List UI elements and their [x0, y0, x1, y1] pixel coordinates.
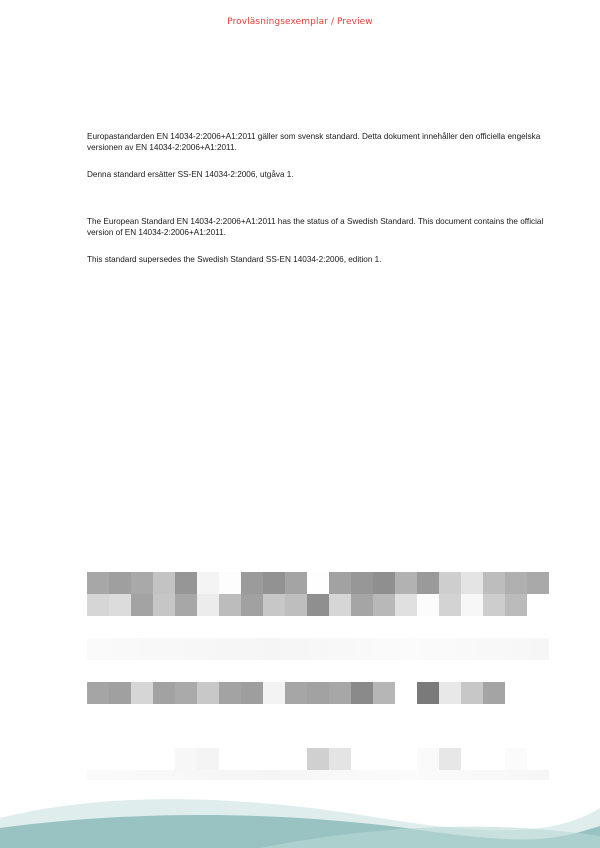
pixel-block [285, 594, 307, 616]
swedish-supersedes-text: Denna standard ersätter SS-EN 14034-2:2006, utgåva 1. [87, 170, 294, 179]
pixel-block [483, 682, 505, 704]
english-status-text: The European Standard EN 14034-2:2006+A1:2011 has the status of a Swedish Standard. This document contains the official version of EN 14034-2:2006+A1:2011. [87, 217, 544, 237]
swedish-status-text: Europastandarden EN 14034-2:2006+A1:2011 gäller som svensk standard. Detta dokument innehåller den officiella engelska versionen av EN 14034-2:2006+A1:2011. [87, 132, 541, 152]
pixel-block [505, 572, 527, 594]
pixel-block [197, 682, 219, 704]
pixel-block [527, 572, 549, 594]
pixel-block [219, 748, 241, 770]
pixel-block [109, 682, 131, 704]
pixel-block [307, 594, 329, 616]
pixel-block [395, 594, 417, 616]
pixel-block [87, 682, 109, 704]
pixel-block [285, 748, 307, 770]
pixel-block [153, 594, 175, 616]
pixel-block [351, 682, 373, 704]
pixel-block [263, 594, 285, 616]
swedish-supersedes-paragraph [87, 169, 562, 180]
pixel-block [87, 572, 109, 594]
pixel-block [197, 572, 219, 594]
pixel-block [219, 572, 241, 594]
pixel-block [175, 682, 197, 704]
pixel-block [373, 682, 395, 704]
pixel-block [417, 594, 439, 616]
pixel-block [131, 682, 153, 704]
pixel-block [175, 594, 197, 616]
pixel-block [329, 748, 351, 770]
pixelated-text-row [87, 572, 549, 594]
pixel-block [131, 572, 153, 594]
pixel-block [527, 594, 549, 616]
pixelated-faint-band [87, 638, 549, 660]
pixel-block [505, 748, 527, 770]
pixel-block [527, 748, 549, 770]
pixel-block [483, 748, 505, 770]
pixel-block [461, 748, 483, 770]
pixelated-text-row [87, 748, 549, 770]
pixel-block [153, 748, 175, 770]
pixel-block [395, 748, 417, 770]
pixel-block [131, 594, 153, 616]
swedish-status-paragraph [87, 131, 562, 153]
pixel-block [307, 748, 329, 770]
pixel-block [263, 748, 285, 770]
pixel-block [483, 572, 505, 594]
pixel-block [153, 682, 175, 704]
pixel-block [461, 682, 483, 704]
pixel-block [461, 594, 483, 616]
pixel-block [153, 572, 175, 594]
pixel-block [307, 682, 329, 704]
pixel-block [109, 594, 131, 616]
pixel-block [241, 572, 263, 594]
pixel-block [197, 594, 219, 616]
pixel-block [219, 682, 241, 704]
pixel-block [351, 572, 373, 594]
pixel-block [373, 594, 395, 616]
pixel-block [439, 572, 461, 594]
pixel-block [197, 748, 219, 770]
pixel-block [417, 748, 439, 770]
english-supersedes-paragraph [87, 254, 562, 265]
pixel-block [439, 594, 461, 616]
pixel-block [329, 682, 351, 704]
pixel-block [131, 748, 153, 770]
pixel-block [395, 682, 417, 704]
pixel-block [285, 682, 307, 704]
pixel-block [219, 594, 241, 616]
pixel-block [483, 594, 505, 616]
english-status-paragraph [87, 216, 562, 238]
pixel-block [241, 594, 263, 616]
pixel-block [241, 682, 263, 704]
pixel-block [417, 572, 439, 594]
decorative-wave-footer [0, 788, 600, 848]
pixel-block [263, 682, 285, 704]
pixelated-text-row [87, 682, 505, 704]
preview-watermark: Provläsningsexemplar / Preview [227, 17, 373, 27]
pixel-block [417, 682, 439, 704]
pixel-block [329, 572, 351, 594]
pixel-block [263, 572, 285, 594]
pixel-block [175, 748, 197, 770]
pixel-block [373, 748, 395, 770]
pixel-block [241, 748, 263, 770]
pixel-block [505, 594, 527, 616]
pixel-block [175, 572, 197, 594]
pixelated-text-row [87, 594, 549, 616]
pixel-block [87, 594, 109, 616]
pixel-block [285, 572, 307, 594]
pixel-block [109, 572, 131, 594]
english-supersedes-text: This standard supersedes the Swedish Standard SS-EN 14034-2:2006, edition 1. [87, 255, 382, 264]
pixel-block [373, 572, 395, 594]
pixel-block [395, 572, 417, 594]
pixel-block [439, 748, 461, 770]
pixelated-faint-band [87, 770, 549, 780]
pixel-block [351, 748, 373, 770]
pixel-block [461, 572, 483, 594]
pixel-block [329, 594, 351, 616]
pixel-block [439, 682, 461, 704]
pixel-block [351, 594, 373, 616]
pixel-block [109, 748, 131, 770]
pixel-block [307, 572, 329, 594]
pixel-block [87, 748, 109, 770]
